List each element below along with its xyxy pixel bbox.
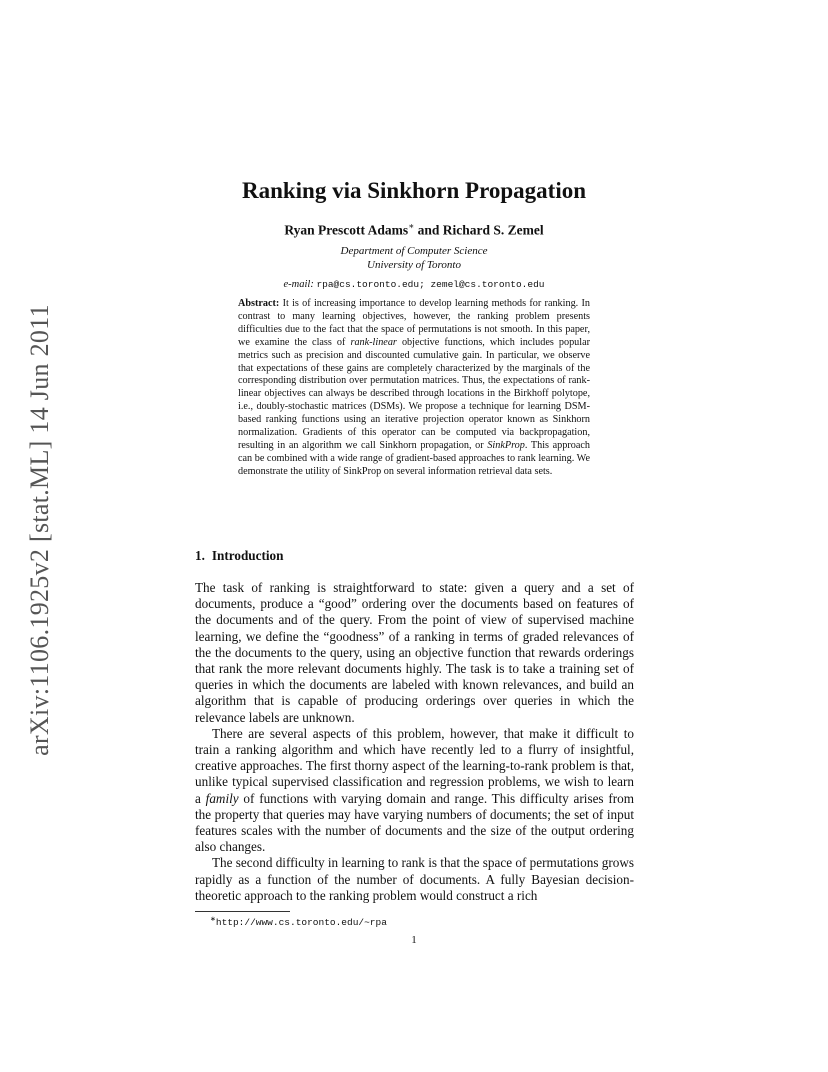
paragraph-2-text-b: of functions with varying domain and range. This difficulty arises from the property that queries may have varying numbers of documents; the set of input features scales with the number of documents and the size of the output ordering also changes. <box>195 790 634 855</box>
abstract-emphasis-rank-linear: rank-linear <box>350 336 397 348</box>
abstract <box>238 298 590 479</box>
author-second: Richard S. Zemel <box>442 222 544 238</box>
section-number: 1. <box>195 548 205 563</box>
footnote-url: http://www.cs.toronto.edu/~rpa <box>215 917 387 929</box>
abstract-text-1: It is of increasing importance to develop learning methods for ranking. In contrast to many learning objectives, however, the ranking problem presents difficulties due to the fact that the space of permutations is not smooth. In this paper, we examine the class of <box>238 298 590 348</box>
abstract-text-3: . This approach can be combined with a wide range of gradient-based approaches to rank learning. We demonstrate the utility of SinkProp on several information retrieval data sets. <box>238 439 590 477</box>
email-line <box>0 279 828 290</box>
author-footnote-marker: ∗ <box>408 221 415 231</box>
affiliation-university: University of Toronto <box>367 259 461 271</box>
introduction-body <box>195 580 634 904</box>
affiliation <box>0 244 828 272</box>
footnote <box>210 915 387 928</box>
paragraph-1: The task of ranking is straightforward to state: given a query and a set of documents, produce a “good” ordering over the documents based on features of the documents and of the query. From the point of view of supervised machine learning, we define the “goodness” of a ranking in terms of graded relevances of the the documents to the query, using an objective function that rewards orderings that rank the more relevant documents highly. The task is to take a training set of queries in which the documents are labeled with known relevances, and build an algorithm that is capable of producing orderings over queries in which the relevance labels are unknown. <box>195 580 634 725</box>
footnote-rule <box>195 911 290 912</box>
paragraph-2 <box>195 726 634 856</box>
author-first: Ryan Prescott Adams <box>284 222 409 238</box>
paper-title: Ranking via Sinkhorn Propagation <box>241 178 587 203</box>
page-number: 1 <box>411 934 417 946</box>
arxiv-identifier: arXiv:1106.1925v2 [stat.ML] 14 Jun 2011 <box>25 304 54 756</box>
email-label: e-mail: <box>283 279 314 290</box>
affiliation-department: Department of Computer Science <box>340 245 488 257</box>
paragraph-3: The second difficulty in learning to rank is that the space of permutations grows rapidly as a function of the number of documents. A fully Bayesian decision-theoretic approach to the ranking problem would construct a rich <box>195 855 635 903</box>
footnote-marker: ∗ <box>210 915 216 923</box>
paragraph-2-text-a: There are several aspects of this problem, however, that make it difficult to train a ranking algorithm and which have recently led to a flurry of insightful, creative approaches. The first thorny aspect of the learning-to-rank problem is that, unlike typical supervised classification and regression problems, we wish to learn a <box>195 725 634 806</box>
email-addresses: rpa@cs.toronto.edu; zemel@cs.toronto.edu <box>316 279 545 290</box>
abstract-emphasis-sinkprop: SinkProp <box>487 439 525 451</box>
author-line <box>0 221 828 239</box>
abstract-label: Abstract: <box>238 298 280 309</box>
section-title: Introduction <box>211 548 284 563</box>
section-heading <box>195 548 283 564</box>
paragraph-2-emphasis: family <box>205 790 239 806</box>
abstract-text-2: objective functions, which includes popular metrics such as precision and discounted cumulative gain. In particular, we observe that expectations of these gains are completely characterized by the marginals of the corresponding distribution over permutation matrices. Thus, the expectations of rank-linear objectives can always be described through locations in the Birkhoff polytope, i.e., doubly-stochastic matrices (DSMs). We propose a technique for learning DSM-based ranking functions using an iterative projection operator known as Sinkhorn normalization. Gradients of this operator can be computed via backpropagation, resulting in an algorithm we call Sinkhorn propagation, or <box>238 336 591 451</box>
author-conjunction: and <box>414 222 443 238</box>
